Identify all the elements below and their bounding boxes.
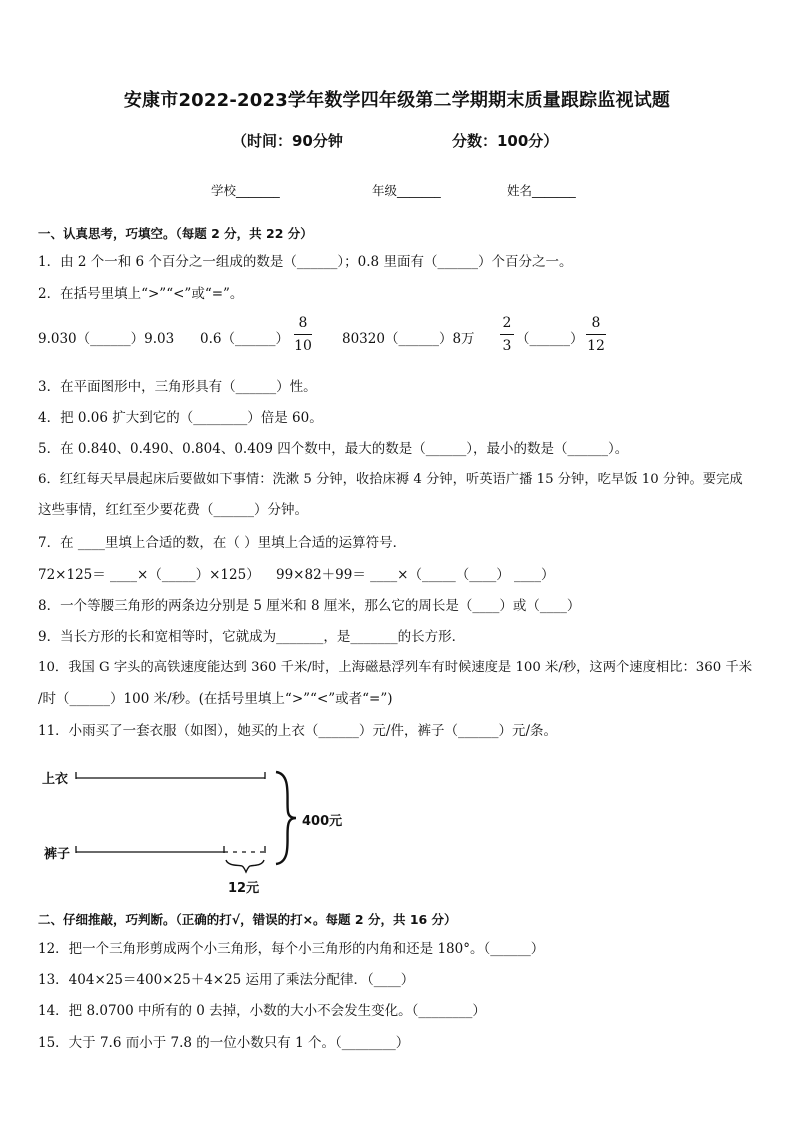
question-13: 13．404×25＝400×25＋4×25 运用了乘法分配律．（____）: [38, 972, 415, 988]
question-9: 9．当长方形的长和宽相等时，它就成为_______，是_______的长方形．: [38, 629, 466, 645]
question-8: 8．一个等腰三角形的两条边分别是 5 厘米和 8 厘米，那么它的周长是（____）或（____）: [38, 598, 581, 614]
school-field: 学校_______: [211, 183, 280, 198]
time-label: （时间：90分钟: [232, 132, 343, 150]
fraction-denominator: 3: [502, 338, 512, 354]
fraction-denominator: 10: [294, 338, 312, 354]
question-10-line-1: 10．我国 G 字头的高铁速度能达到 360 千米/时，上海磁悬浮列车有时候速度是 100 米/秒，这两个速度相比：360 千米: [38, 660, 752, 675]
difference-label: 12元: [228, 881, 260, 896]
fraction-denominator: 12: [587, 338, 605, 354]
q2-item-c: 80320（______）8万: [342, 331, 475, 347]
fraction-numerator: 8: [298, 315, 308, 331]
grade-field: 年级_______: [372, 183, 441, 198]
fraction-numerator: 8: [591, 315, 601, 331]
score-label: 分数：100分）: [452, 132, 559, 150]
question-6-line-1: 6．红红每天早晨起床后要做如下事情：洗漱 5 分钟，收拾床褥 4 分钟，听英语广播 15 分钟，吃早饭 10 分钟。要完成: [38, 472, 743, 487]
question-3: 3．在平面图形中，三角形具有（______）性。: [38, 379, 317, 395]
difference-brace: [226, 860, 264, 872]
total-brace: [276, 772, 296, 864]
q2-item-d-mid: （______）: [516, 331, 584, 347]
question-2: 2．在括号里填上“>”“<”或“=”。: [38, 286, 244, 302]
question-14: 14．把 8.0700 中所有的 0 去掉，小数的大小不会发生变化。（________）: [38, 1003, 486, 1019]
section-2-heading: 二、仔细推敲，巧判断。（正确的打√，错误的打×。每题 2 分，共 16 分）: [38, 912, 457, 927]
shirt-label: 上衣: [42, 772, 69, 787]
question-7: 7．在 ____里填上合适的数，在（ ）里填上合适的运算符号．: [38, 535, 407, 551]
page-title: 安康市2022-2023学年数学四年级第二学期期末质量跟踪监视试题: [123, 90, 671, 111]
q2-item-a: 9.030（______）9.03: [38, 331, 175, 347]
section-1-heading: 一、认真思考，巧填空。（每题 2 分，共 22 分）: [38, 226, 313, 241]
question-6-line-2: 这些事情，红红至少要花费（______）分钟。: [38, 502, 308, 518]
question-5: 5．在 0.840、0.490、0.804、0.409 四个数中，最大的数是（______），最小的数是（______）。: [38, 441, 629, 457]
question-7-part-b: 99×82＋99＝ ____×（_____（____） ____）: [276, 567, 555, 583]
question-11: 11．小雨买了一套衣服（如图），她买的上衣（______）元/件，裤子（______）元/条。: [38, 723, 558, 739]
question-1: 1．由 2 个一和 6 个百分之一组成的数是（______）；0.8 里面有（______）个百分之一。: [38, 254, 573, 270]
question-7-part-a: 72×125＝ ____×（_____）×125）: [38, 567, 260, 583]
question-10-line-2: /时（______）100 米/秒。(在括号里填上“>”“<”或者“=”): [38, 691, 393, 707]
name-field: 姓名_______: [507, 183, 576, 198]
question-12: 12．把一个三角形剪成两个小三角形，每个小三角形的内角和还是 180°。（______）: [38, 941, 545, 957]
question-4: 4．把 0.06 扩大到它的（________）倍是 60。: [38, 410, 323, 426]
q2-item-b-left: 0.6（______）: [200, 331, 289, 347]
total-label: 400元: [302, 814, 343, 829]
fraction-numerator: 2: [502, 315, 512, 331]
question-15: 15．大于 7.6 而小于 7.8 的一位小数只有 1 个。（________）: [38, 1035, 410, 1051]
pants-label: 裤子: [44, 847, 71, 862]
